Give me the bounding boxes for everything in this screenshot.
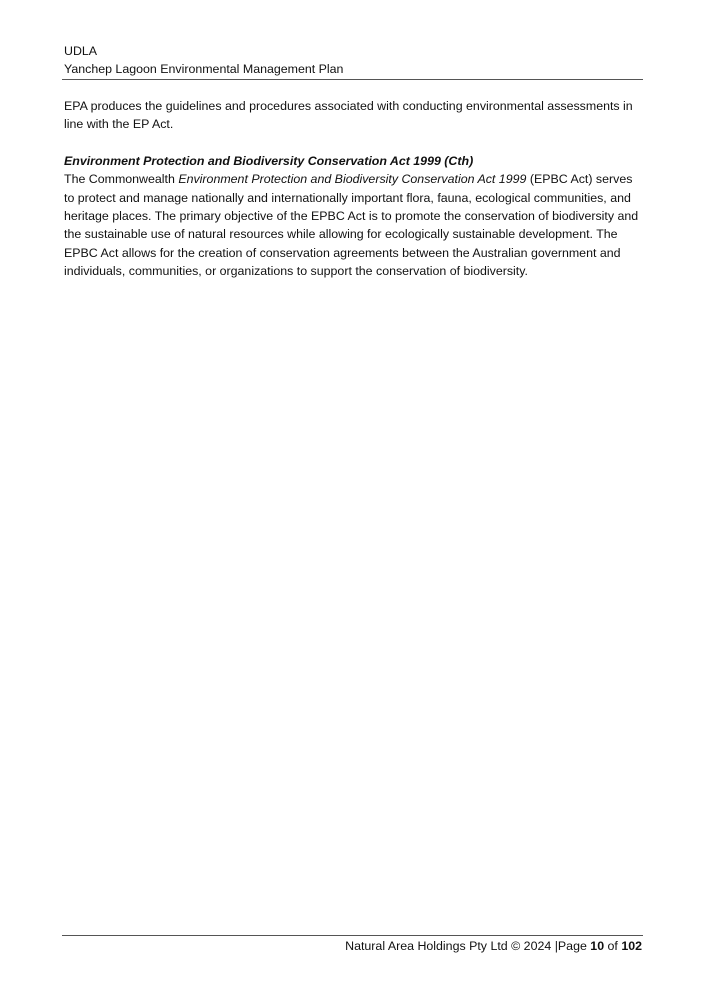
footer-page-total: 102 xyxy=(621,939,642,953)
paragraph-epbc-rest: (EPBC Act) serves to protect and manage nationally and internationally important flora, fauna, ecological communities, and heritage places. The primary objective of the EPBC Act is to promote the conservation of biodiversity and the sustainable use of natural resources while allowing for ecologically sustainable development. The EPBC Act allows for the creation of conservation agreements between the Australian government and individuals, communities, or organizations to support the conservation of biodiversity. xyxy=(64,172,639,279)
footer-company: Natural Area Holdings Pty Ltd © 2024 |Page xyxy=(345,939,591,953)
paragraph-epbc-intro: The Commonwealth xyxy=(64,172,179,187)
page-header xyxy=(64,42,643,78)
footer-divider xyxy=(62,935,643,936)
paragraph-epbc xyxy=(64,170,644,280)
paragraph-epa: EPA produces the guidelines and procedures associated with conducting environmental assessments in line with the EP Act. xyxy=(64,99,633,132)
page-body xyxy=(64,97,644,281)
header-doc-title: Yanchep Lagoon Environmental Management Plan xyxy=(64,62,344,76)
footer-page-current: 10 xyxy=(590,939,605,953)
footer-page-of: of xyxy=(604,939,622,953)
header-org: UDLA xyxy=(64,44,98,58)
header-divider xyxy=(62,79,643,80)
page-footer xyxy=(345,937,642,955)
section-heading-epbc: Environment Protection and Biodiversity Conservation Act 1999 (Cth) xyxy=(64,153,474,168)
paragraph-epbc-act-name: Environment Protection and Biodiversity Conservation Act 1999 xyxy=(178,172,527,187)
